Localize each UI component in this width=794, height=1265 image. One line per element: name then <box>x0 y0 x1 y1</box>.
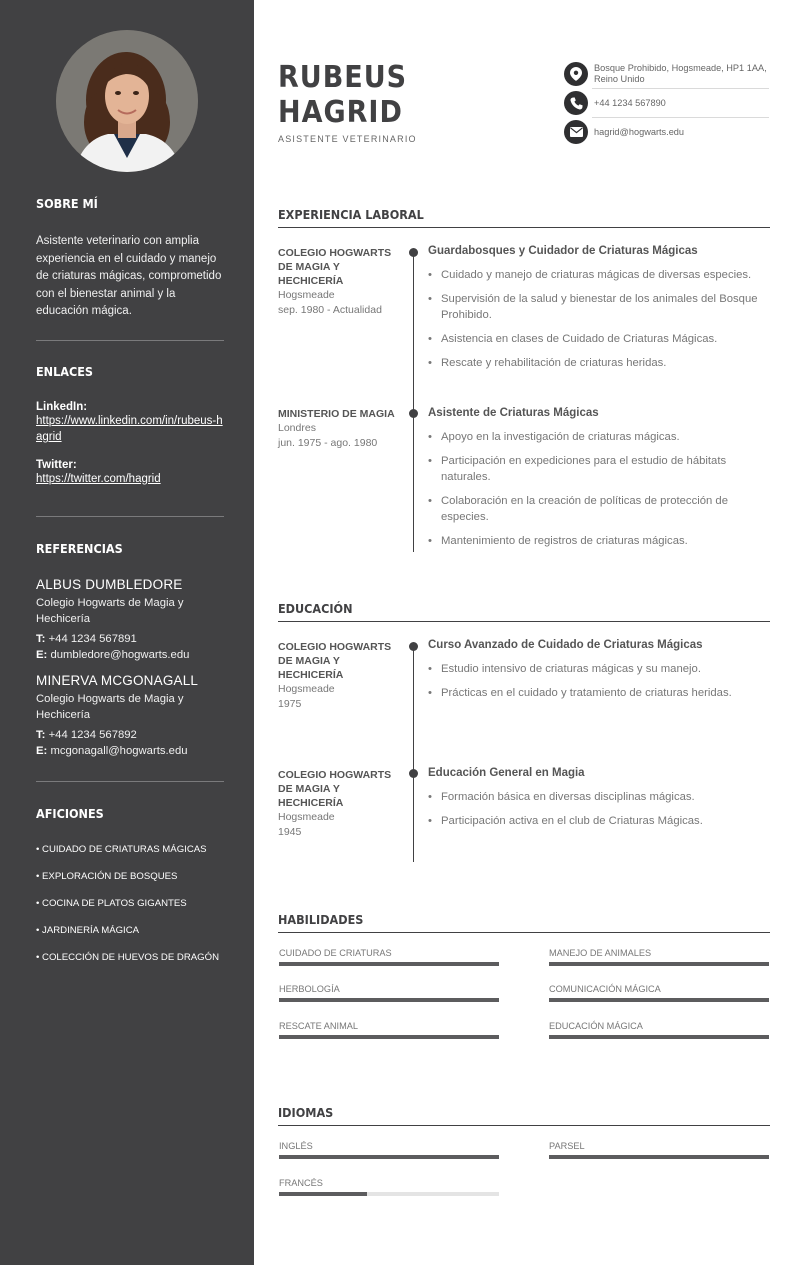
language-name: PARSEL <box>549 1141 585 1151</box>
position-title: Asistente de Criaturas Mágicas <box>428 407 599 419</box>
email-text[interactable]: hagrid@hogwarts.edu <box>594 126 685 137</box>
link-twitter <box>36 459 224 487</box>
bullet-item: • Mantenimiento de registros de criaturas mágicas. <box>428 533 770 549</box>
about-title: SOBRE MÍ <box>36 196 98 211</box>
links-title: ENLACES <box>36 364 94 379</box>
education-entry <box>428 767 770 837</box>
language-bar <box>279 1155 499 1159</box>
language-bar <box>549 1155 769 1159</box>
education-timeline <box>413 644 414 862</box>
sidebar-divider <box>36 340 224 341</box>
contact-email <box>564 118 769 146</box>
reference-name: MINERVA MCGONAGALL <box>36 673 199 688</box>
skill-item <box>279 1021 499 1039</box>
skill-bar <box>549 1035 769 1039</box>
timeline-dot <box>409 642 418 651</box>
about-text: Asistente veterinario con amplia experiencia en el cuidado y manejo de criaturas mágicas, comprometido con el bienestar animal y la educación mágica. <box>36 235 222 317</box>
hobby-item: • CUIDADO DE CRIATURAS MÁGICAS <box>36 844 207 855</box>
bullet-item: • Cuidado y manejo de criaturas mágicas de diversas especies. <box>428 267 770 283</box>
skill-bar <box>279 1035 499 1039</box>
language-item <box>279 1141 499 1159</box>
phone-icon <box>564 91 588 115</box>
skill-item <box>279 948 499 966</box>
skill-bar-fill <box>279 1035 499 1039</box>
skill-bar-fill <box>279 962 499 966</box>
skill-bar <box>549 998 769 1002</box>
candidate-name <box>278 60 407 130</box>
timeline-dot <box>409 409 418 418</box>
address-text: Bosque Prohibido, Hogsmeade, HP1 1AA, Reino Unido <box>594 63 767 84</box>
email-label: E: <box>36 649 48 661</box>
skill-bar-fill <box>549 962 769 966</box>
phone-label: T: <box>36 729 46 741</box>
skill-name: EDUCACIÓN MÁGICA <box>549 1021 643 1031</box>
linkedin-link[interactable]: https://www.linkedin.com/in/rubeus-hagrid <box>36 415 223 443</box>
bullet-item: • Asistencia en clases de Cuidado de Criaturas Mágicas. <box>428 331 770 347</box>
experience-entry-meta <box>278 246 396 318</box>
bullet-item: • Colaboración en la creación de políticas de protección de especies. <box>428 493 770 525</box>
bullet-item: • Participación en expediciones para el estudio de hábitats naturales. <box>428 453 770 485</box>
bullet-item: • Formación básica en diversas disciplinas mágicas. <box>428 789 770 805</box>
organization: COLEGIO HOGWARTS DE MAGIA Y HECHICERÍA <box>278 247 392 287</box>
bullet-item: • Apoyo en la investigación de criaturas mágicas. <box>428 429 770 445</box>
skill-name: RESCATE ANIMAL <box>279 1021 358 1031</box>
references-section <box>36 541 224 759</box>
email-value: dumbledore@hogwarts.edu <box>50 649 190 661</box>
date-range: sep. 1980 - Actualidad <box>278 304 382 316</box>
email-value: mcgonagall@hogwarts.edu <box>50 745 188 757</box>
language-bar-fill <box>279 1155 499 1159</box>
bullet-list <box>428 429 770 549</box>
degree-title: Educación General en Magia <box>428 767 585 779</box>
hobby-item: • EXPLORACIÓN DE BOSQUES <box>36 871 178 882</box>
location: Hogsmeade <box>278 811 335 823</box>
sidebar <box>0 0 254 1265</box>
education-title: EDUCACIÓN <box>278 601 353 616</box>
bullet-item: • Estudio intensivo de criaturas mágicas y su manejo. <box>428 661 770 677</box>
skill-item <box>549 948 769 966</box>
portrait-image <box>56 30 198 172</box>
location: Hogsmeade <box>278 683 335 695</box>
skill-bar-fill <box>549 998 769 1002</box>
location: Hogsmeade <box>278 289 335 301</box>
language-bar-fill <box>279 1192 367 1196</box>
hobby-item: • COCINA DE PLATOS GIGANTES <box>36 898 187 909</box>
position-title: Guardabosques y Cuidador de Criaturas Mágicas <box>428 245 698 257</box>
link-label: LinkedIn: <box>36 401 88 413</box>
section-divider <box>278 932 770 933</box>
section-divider <box>278 227 770 228</box>
bullet-list <box>428 661 770 701</box>
skill-name: CUIDADO DE CRIATURAS <box>279 948 392 958</box>
mail-icon <box>564 120 588 144</box>
language-bar-fill <box>549 1155 769 1159</box>
last-name: HAGRID <box>278 95 403 130</box>
reference-org: Colegio Hogwarts de Magia y Hechicería <box>36 693 184 721</box>
phone-value: +44 1234 567892 <box>48 729 137 741</box>
date-range: 1945 <box>278 826 302 838</box>
organization: MINISTERIO DE MAGIA <box>278 408 395 420</box>
bullet-list <box>428 789 770 829</box>
skill-name: MANEJO DE ANIMALES <box>549 948 652 958</box>
first-name: RUBEUS <box>278 60 408 95</box>
education-entry-meta <box>278 768 396 840</box>
reference-name: ALBUS DUMBLEDORE <box>36 577 183 592</box>
languages-title: IDIOMAS <box>278 1105 334 1120</box>
experience-entry <box>428 245 770 379</box>
about-section <box>36 196 224 321</box>
email-label: E: <box>36 745 48 757</box>
reference-email <box>36 743 224 759</box>
language-name: INGLÉS <box>279 1141 313 1151</box>
language-item <box>279 1178 499 1196</box>
section-divider <box>278 621 770 622</box>
sidebar-divider <box>36 781 224 782</box>
degree-title: Curso Avanzado de Cuidado de Criaturas Mágicas <box>428 639 703 651</box>
experience-entry <box>428 407 770 557</box>
phone-label: T: <box>36 633 46 645</box>
hobbies-section <box>36 806 224 964</box>
skills-title: HABILIDADES <box>278 912 364 927</box>
skill-item <box>549 984 769 1002</box>
twitter-link[interactable]: https://twitter.com/hagrid <box>36 473 161 485</box>
links-section <box>36 364 224 487</box>
organization: COLEGIO HOGWARTS DE MAGIA Y HECHICERÍA <box>278 641 392 681</box>
date-range: 1975 <box>278 698 302 710</box>
bullet-item: • Participación activa en el club de Criaturas Mágicas. <box>428 813 770 829</box>
skill-bar-fill <box>279 998 499 1002</box>
job-role: ASISTENTE VETERINARIO <box>278 134 417 144</box>
timeline-dot <box>409 769 418 778</box>
skill-item <box>279 984 499 1002</box>
experience-timeline <box>413 250 414 552</box>
references-title: REFERENCIAS <box>36 541 123 556</box>
hobby-item: • COLECCIÓN DE HUEVOS DE DRAGÓN <box>36 952 220 963</box>
reference-email <box>36 647 224 663</box>
organization: COLEGIO HOGWARTS DE MAGIA Y HECHICERÍA <box>278 769 392 809</box>
location: Londres <box>278 422 316 434</box>
skill-bar <box>549 962 769 966</box>
timeline-dot <box>409 248 418 257</box>
hobbies-title: AFICIONES <box>36 806 104 821</box>
section-divider <box>278 1125 770 1126</box>
link-label: Twitter: <box>36 459 77 471</box>
date-range: jun. 1975 - ago. 1980 <box>278 437 378 449</box>
experience-entry-meta <box>278 407 396 451</box>
bullet-item: • Supervisión de la salud y bienestar de los animales del Bosque Prohibido. <box>428 291 770 323</box>
skill-bar <box>279 998 499 1002</box>
hobby-item: • JARDINERÍA MÁGICA <box>36 925 140 936</box>
contact-address <box>564 60 769 88</box>
reference-org: Colegio Hogwarts de Magia y Hechicería <box>36 597 184 625</box>
language-name: FRANCÉS <box>279 1178 323 1188</box>
contact-phone <box>564 89 769 117</box>
language-item <box>549 1141 769 1159</box>
skill-name: COMUNICACIÓN MÁGICA <box>549 984 661 994</box>
skill-bar-fill <box>549 1035 769 1039</box>
reference-phone <box>36 631 224 647</box>
sidebar-divider <box>36 516 224 517</box>
reference-phone <box>36 727 224 743</box>
skill-bar <box>279 962 499 966</box>
bullet-item: • Rescate y rehabilitación de criaturas heridas. <box>428 355 770 371</box>
bullet-list <box>428 267 770 371</box>
link-linkedin <box>36 401 224 445</box>
bullet-item: • Prácticas en el cuidado y tratamiento de criaturas heridas. <box>428 685 770 701</box>
skill-name: HERBOLOGÍA <box>279 984 340 994</box>
phone-value: +44 1234 567891 <box>48 633 137 645</box>
reference-item <box>36 673 224 759</box>
skill-item <box>549 1021 769 1039</box>
profile-photo <box>56 30 198 172</box>
reference-item <box>36 577 224 663</box>
language-bar <box>279 1192 499 1196</box>
education-entry <box>428 639 770 709</box>
location-pin-icon <box>564 62 588 86</box>
phone-text: +44 1234 567890 <box>594 97 666 108</box>
education-entry-meta <box>278 640 396 712</box>
experience-title: EXPERIENCIA LABORAL <box>278 207 424 222</box>
